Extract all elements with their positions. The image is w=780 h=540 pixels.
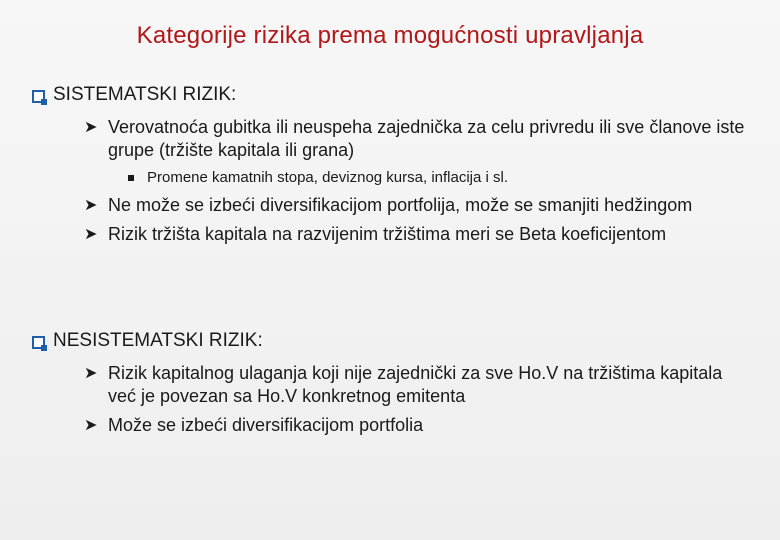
- sub-list-item: [32, 168, 752, 188]
- arrow-right-icon: ➤: [84, 119, 98, 136]
- checkbox-square-icon: [32, 90, 45, 103]
- section-sistematski: [32, 82, 752, 246]
- list-item: [32, 194, 752, 217]
- section-heading: SISTEMATSKI RIZIK:: [53, 84, 237, 105]
- arrow-right-icon: ➤: [84, 365, 98, 382]
- section-heading-row: [32, 82, 752, 108]
- square-bullet-icon: [128, 175, 134, 181]
- sub-list-item-text: Promene kamatnih stopa, deviznog kursa, inflacija i sl.: [147, 169, 509, 186]
- list-item: [32, 414, 752, 437]
- list-item: [32, 362, 752, 408]
- section-heading-row: [32, 328, 752, 354]
- arrow-right-icon: ➤: [84, 197, 98, 214]
- list-item-text: Rizik kapitalnog ulaganja koji nije zajednički za sve Ho.V na tržištima kapitala već je povezan sa Ho.V konkretnog emitenta: [108, 363, 723, 406]
- checkbox-square-icon: [32, 336, 45, 349]
- list-item: [32, 116, 752, 162]
- list-item-text: Rizik tržišta kapitala na razvijenim tržištima meri se Beta koeficijentom: [108, 224, 667, 244]
- list-item: [32, 223, 752, 246]
- slide-title: Kategorije rizika prema mogućnosti upravljanja: [136, 22, 644, 49]
- list-item-text: Ne može se izbeći diversifikacijom portfolija, može se smanjiti hedžingom: [108, 195, 693, 215]
- list-item-text: Verovatnoća gubitka ili neuspeha zajednička za celu privredu ili sve članove iste grupe (tržište kapitala ili grana): [108, 117, 745, 160]
- arrow-right-icon: ➤: [84, 226, 98, 243]
- section-nesistematski: [32, 328, 752, 437]
- section-heading: NESISTEMATSKI RIZIK:: [53, 330, 263, 351]
- list-item-text: Može se izbeći diversifikacijom portfolia: [108, 415, 424, 435]
- arrow-right-icon: ➤: [84, 417, 98, 434]
